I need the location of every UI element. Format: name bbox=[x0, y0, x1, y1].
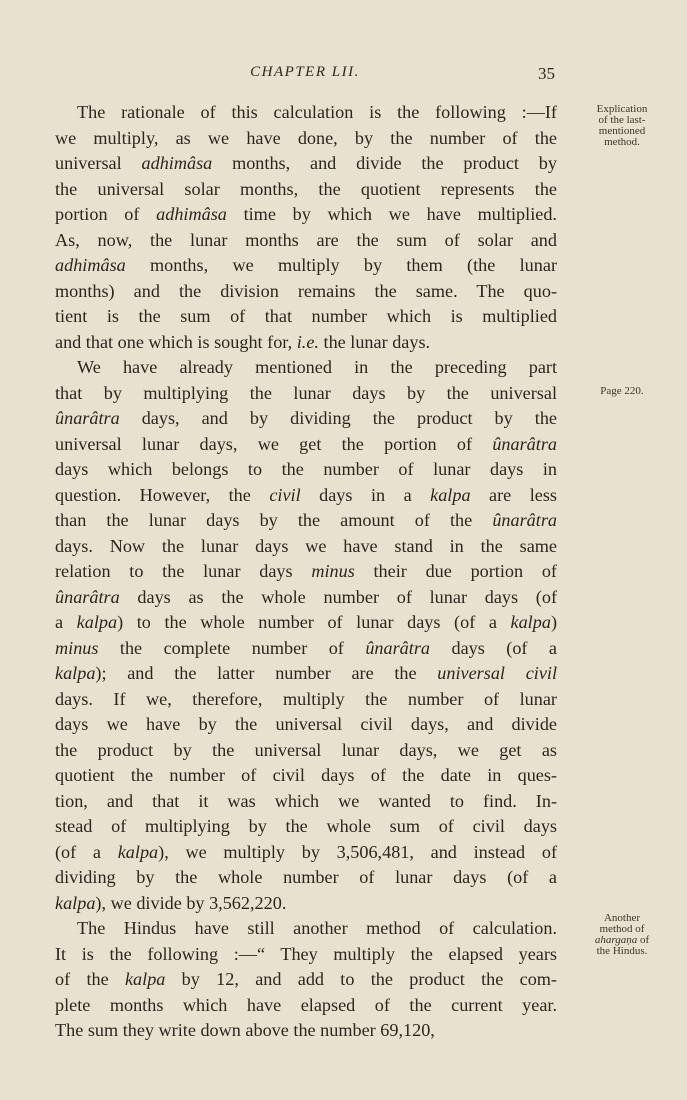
text-line: plete months which have elapsed of the current year. bbox=[55, 994, 557, 1015]
text-line: days we have by the universal civil days, and divide bbox=[55, 714, 557, 734]
text-line: than the lunar days by the amount of the ûnarâtra bbox=[55, 510, 557, 530]
text-line: ûnarâtra days as the whole number of lunar days (of bbox=[55, 586, 557, 607]
text-line: (of a kalpa), we multiply by 3,506,481, and instead of bbox=[55, 841, 557, 862]
text-line: quotient the number of civil days of the date in ques- bbox=[55, 765, 557, 785]
text-line: As, now, the lunar months are the sum of solar and bbox=[55, 229, 557, 250]
page-header bbox=[55, 62, 555, 86]
text-line: tient is the sum of that number which is multiplied bbox=[55, 306, 557, 326]
text-line: question. However, the civil days in a kalpa are less bbox=[55, 484, 558, 505]
text-line: that by multiplying the lunar days by the universal bbox=[55, 382, 557, 403]
text-line: and that one which is sought for, i.e. the lunar days. bbox=[55, 331, 431, 352]
text-line: the product by the universal lunar days, we get as bbox=[55, 739, 557, 760]
text-line: ûnarâtra days, and by dividing the product by the bbox=[55, 408, 557, 428]
margin-note-line: the Hindus. bbox=[596, 945, 648, 957]
body-text bbox=[55, 100, 557, 1044]
margin-note-explication bbox=[567, 104, 677, 148]
margin-note-line: Explication bbox=[596, 103, 648, 115]
text-line: universal lunar days, we get the portion of ûnarâtra bbox=[55, 433, 557, 454]
text-line: universal adhimâsa months, and divide the product by bbox=[55, 153, 557, 173]
margin-note-line: mentioned bbox=[598, 125, 646, 137]
page-number: 35 bbox=[538, 64, 555, 83]
text-line: days. Now the lunar days we have stand in the same bbox=[55, 535, 557, 556]
text-line: dividing by the whole number of lunar days (of a bbox=[55, 867, 557, 887]
text-line: days which belongs to the number of lunar days in bbox=[55, 459, 557, 479]
margin-note-line: Page 220. bbox=[600, 385, 644, 397]
margin-note-line: Another bbox=[603, 912, 641, 924]
text-line: It is the following :—“ They multiply the elapsed years bbox=[55, 943, 557, 964]
margin-note-page-ref bbox=[567, 386, 677, 397]
text-line: The Hindus have still another method of calculation. bbox=[77, 918, 557, 938]
text-line: tion, and that it was which we wanted to find. In- bbox=[55, 790, 557, 811]
text-line: adhimâsa months, we multiply by them (the lunar bbox=[55, 255, 557, 275]
text-line: days. If we, therefore, multiply the number of lunar bbox=[55, 688, 557, 709]
margin-note-another-method bbox=[567, 913, 677, 957]
text-line: stead of multiplying by the whole sum of civil days bbox=[55, 816, 557, 836]
margin-note-line: method of bbox=[599, 923, 645, 935]
margin-note-line: ahargaṇa of bbox=[594, 934, 650, 946]
text-line: of the kalpa by 12, and add to the product the com- bbox=[55, 969, 557, 989]
margin-note-line: of the last- bbox=[598, 114, 646, 126]
text-line: kalpa); and the latter number are the universal civil bbox=[55, 663, 557, 683]
text-line: a kalpa) to the whole number of lunar days (of a kalpa) bbox=[55, 612, 557, 632]
text-line: The rationale of this calculation is the following :—If bbox=[77, 102, 557, 122]
margin-note-line: method. bbox=[604, 136, 640, 148]
running-head: CHAPTER LII. bbox=[250, 64, 360, 80]
text-line: minus the complete number of ûnarâtra days (of a bbox=[55, 637, 557, 658]
text-line: relation to the lunar days minus their due portion of bbox=[55, 561, 557, 581]
text-line: kalpa), we divide by 3,562,220. bbox=[55, 892, 287, 913]
text-line: portion of adhimâsa time by which we have multiplied. bbox=[55, 204, 557, 224]
text-line: We have already mentioned in the preceding part bbox=[77, 357, 557, 377]
text-line: we multiply, as we have done, by the number of the bbox=[55, 127, 557, 148]
text-line: The sum they write down above the number 69,120, bbox=[55, 1020, 435, 1040]
text-line: months) and the division remains the same. The quo- bbox=[55, 280, 557, 301]
text-line: the universal solar months, the quotient represents the bbox=[55, 178, 557, 199]
